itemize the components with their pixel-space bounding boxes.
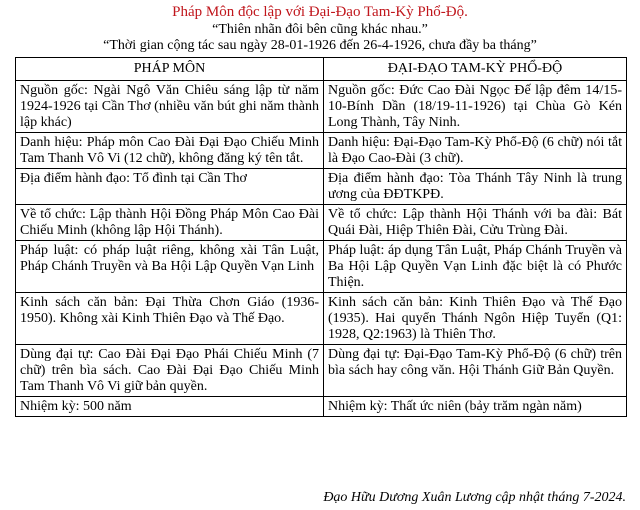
cell-right: Nguồn gốc: Đức Cao Đài Ngọc Đế lập đêm 14/15-10-Bính Dần (18/19-11-1926) tại Chùa Gò Kén Long Thành, Tây Ninh. [324,81,627,133]
table-row [16,241,627,293]
cell-left: Nguồn gốc: Ngài Ngô Văn Chiêu sáng lập từ năm 1924-1926 tại Cần Thơ (nhiều văn bút ghi năm thành lập khác) [16,81,324,133]
cell-right: Kinh sách căn bản: Kinh Thiên Đạo và Thế Đạo (1935). Hai quyển Thánh Ngôn Hiệp Tuyển (Q1: 1928, Q2:1963) là Thiên Thơ. [324,293,627,345]
table-row [16,169,627,205]
cell-left: Danh hiệu: Pháp môn Cao Đài Đại Đạo Chiếu Minh Tam Thanh Vô Vi (12 chữ), không đăng ký tên tắt. [16,133,324,169]
table-row [16,345,627,397]
table-row [16,205,627,241]
cell-left: Pháp luật: có pháp luật riêng, không xài Tân Luật, Pháp Chánh Truyền và Ba Hội Lập Quyền Vạn Linh [16,241,324,293]
table-row [16,293,627,345]
cell-right: Địa điểm hành đạo: Tòa Thánh Tây Ninh là trung ương của ĐĐTKPĐ. [324,169,627,205]
cell-right: Nhiệm kỳ: Thất ức niên (bảy trăm ngàn năm) [324,397,627,417]
subtitle-quote: “Thiên nhãn đôi bên cũng khác nhau.” [212,22,428,37]
cell-left: Kinh sách căn bản: Đại Thừa Chơn Giáo (1936-1950). Không xài Kinh Thiên Đạo và Thế Đạo. [16,293,324,345]
column-header-dai-dao: ĐẠI-ĐẠO TAM-KỲ PHỔ-ĐỘ [324,58,627,81]
cell-left: Địa điểm hành đạo: Tổ đình tại Cần Thơ [16,169,324,205]
document-title: Pháp Môn độc lập với Đại-Đạo Tam-Kỳ Phổ-Độ. [172,4,468,20]
comparison-table [15,57,627,417]
footer-credit: Đạo Hữu Dương Xuân Lương cập nhật tháng 7-2024. [323,490,626,505]
table-row [16,81,627,133]
cell-right: Pháp luật: áp dụng Tân Luật, Pháp Chánh Truyền và Ba Hội Lập Quyền Vạn Linh đặc biệt là có Phước Thiện. [324,241,627,293]
cell-left: Nhiệm kỳ: 500 năm [16,397,324,417]
subtitle-period: “Thời gian cộng tác sau ngày 28-01-1926 đến 26-4-1926, chưa đầy ba tháng” [103,38,537,53]
table-row [16,397,627,417]
table-header-row [16,58,627,81]
cell-right: Về tổ chức: Lập thành Hội Thánh với ba đài: Bát Quái Đài, Hiệp Thiên Đài, Cửu Trùng Đài. [324,205,627,241]
cell-right: Dùng đại tự: Đại-Đạo Tam-Kỳ Phổ-Độ (6 chữ) trên bìa sách hay công văn. Hội Thánh Giữ Bản Quyền. [324,345,627,397]
cell-right: Danh hiệu: Đại-Đạo Tam-Kỳ Phổ-Độ (6 chữ) nói tắt là Đạo Cao-Đài (3 chữ). [324,133,627,169]
column-header-phap-mon: PHÁP MÔN [16,58,324,81]
cell-left: Dùng đại tự: Cao Đài Đại Đạo Phái Chiếu Minh (7 chữ) trên bìa sách. Cao Đài Đại Đạo Chiếu Minh Tam Thanh Vô Vi giữ bản quyền. [16,345,324,397]
cell-left: Về tổ chức: Lập thành Hội Đồng Pháp Môn Cao Đài Chiếu Minh (không lập Hội Thánh). [16,205,324,241]
table-row [16,133,627,169]
